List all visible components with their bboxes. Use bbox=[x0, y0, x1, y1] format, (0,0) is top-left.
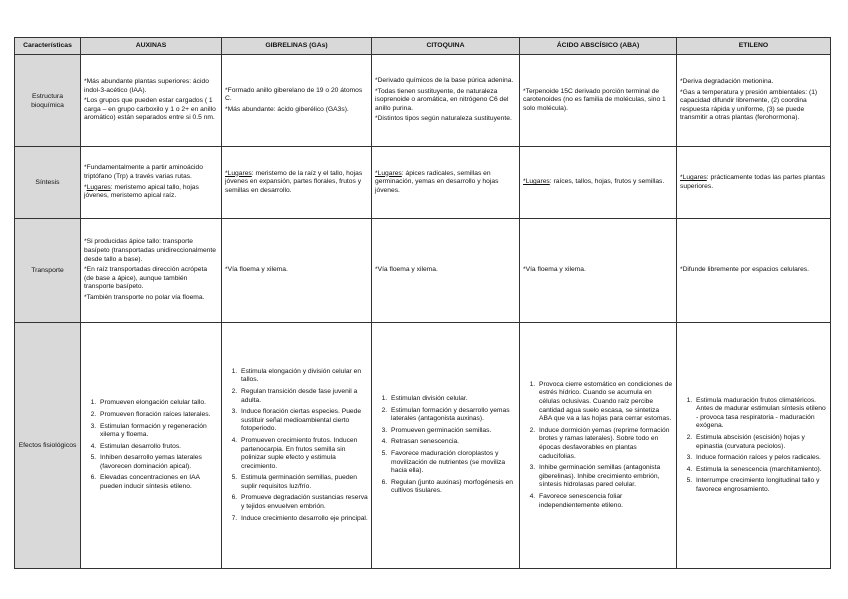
cell-text: : prácticamente todas las partes plantas superiores. bbox=[680, 173, 825, 190]
underlined-label: Lugares bbox=[86, 183, 111, 191]
list-item: 7. Induce crecimiento desarrollo eje principal. bbox=[239, 515, 368, 524]
cell-efectos-gibrelinas bbox=[222, 323, 372, 569]
cell-sintesis-gibrelinas bbox=[222, 147, 372, 219]
list-item: 1. Promueven elongación celular tallo. bbox=[98, 399, 218, 408]
list-item: 4. Favorece senescencia foliar independientemente etileno. bbox=[537, 493, 673, 510]
header-caracteristicas: Características bbox=[15, 38, 81, 55]
cell-text: *Si producidas ápice tallo: transporte basípeto (transportadas unidireccionalmente desde tallo a base). bbox=[84, 238, 216, 263]
cell-sintesis-aba bbox=[520, 147, 677, 219]
cell-transporte-gibrelinas: *Vía floema y xilema. bbox=[222, 219, 372, 323]
cell-estructura-citoquina bbox=[372, 55, 520, 147]
cell-efectos-etileno bbox=[677, 323, 831, 569]
list-item: 6. Regulan (junto auxinas) morfogénesis en cultivos tisulares. bbox=[389, 479, 516, 496]
header-auxinas: AUXINAS bbox=[81, 38, 222, 55]
cell-text: *Formado anillo giberelano de 19 o 20 átomos C. bbox=[225, 86, 363, 103]
cell-text: *Todas tienen sustituyente, de naturaleza isoprenoide o aromática, en nitrógeno C6 del anillo purina. bbox=[375, 87, 509, 112]
cell-sintesis-citoquina bbox=[372, 147, 520, 219]
row-label-estructura: Estructura bioquímica bbox=[15, 55, 81, 147]
cell-text: *Deriva degradación metionina. bbox=[680, 78, 774, 86]
cell-text bbox=[375, 170, 516, 196]
underlined-label: *Lugares bbox=[523, 178, 550, 186]
cell-text: *En raíz transportadas dirección acrópeta (de base a ápice), aunque también transporte basípeto. bbox=[84, 266, 208, 291]
cell-text: *Terpenoide 15C derivado porción terminal de carotenoides (no es familia de moléculas, sino 1 solo molécula). bbox=[523, 87, 666, 112]
list-item: 2. Regulan transición desde fase juvenil a adulta. bbox=[239, 388, 368, 405]
cell-text: *Lugares: meristemo apical tallo, hojas jóvenes, meristemo apical raíz. bbox=[84, 183, 199, 200]
header-aba: ÁCIDO ABSCÍSICO (ABA) bbox=[520, 38, 677, 55]
cell-transporte-etileno: *Difunde libremente por espacios celulares. bbox=[677, 219, 831, 323]
list-item: 3. Inhibe germinación semillas (antagonista giberelinas). Inhibe crecimiento embrión, síntesis hidrolasas pared celular. bbox=[537, 464, 673, 490]
cell-estructura-aba bbox=[520, 55, 677, 147]
cell-text: : meristemo de la raíz y el tallo, hojas jóvenes en expansión, partes florales, frutos y semillas en desarrollo. bbox=[225, 169, 363, 194]
list-item: 5. Estimula germinación semillas, pueden suplir requisitos luz/frío. bbox=[239, 474, 368, 491]
list-item: 5. Favorece maduración cloroplastos y movilización de nutrientes (se moviliza hacia ella). bbox=[389, 450, 516, 476]
cell-estructura-auxinas bbox=[81, 55, 222, 147]
cell-text bbox=[680, 174, 827, 191]
cell-transporte-aba: *Vía floema y xilema. bbox=[520, 219, 677, 323]
list-item: 3. Promueven germinación semillas. bbox=[389, 427, 516, 436]
effects-list bbox=[375, 395, 516, 496]
cell-text: : raíces, tallos, hojas, frutos y semillas. bbox=[549, 178, 665, 186]
cell-text: *Fundamentalmente a partir aminoácido triptófano (Trp) a través varias rutas. bbox=[84, 164, 203, 180]
cell-efectos-citoquina bbox=[372, 323, 520, 569]
list-item: 1. Provoca cierre estomático en condiciones de estrés hídrico. Cuando se acumula en células oclusivas. Cuando raíz percibe cantidad agua suelo escasa, se sintetiza ABA que va a las hojas para cerrar estomas. bbox=[537, 381, 673, 424]
list-item: 3. Induce formación raíces y pelos radicales. bbox=[694, 454, 827, 463]
list-item: 5. Interrumpe crecimiento longitudinal tallo y favorece engrosamiento. bbox=[694, 477, 827, 494]
header-gibrelinas: GIBRELINAS (GAs) bbox=[222, 38, 372, 55]
header-etileno: ETILENO bbox=[677, 38, 831, 55]
list-item: 3. Estimulan formación y regeneración xilema y floema. bbox=[98, 423, 218, 440]
cell-efectos-auxinas bbox=[81, 323, 222, 569]
row-efectos bbox=[15, 323, 831, 569]
list-item: 6. Elevadas concentraciones en IAA pueden inducir síntesis etileno. bbox=[98, 474, 218, 491]
cell-text: *Más abundante: ácido giberélico (GA3s). bbox=[225, 105, 349, 113]
cell-transporte-citoquina: *Vía floema y xilema. bbox=[372, 219, 520, 323]
cell-text: *Derivado químicos de la base púrica adenina. bbox=[375, 77, 514, 85]
list-item: 3. Induce floración ciertas especies. Puede sustituir señal medioambiental cierto fotoperiodo. bbox=[239, 408, 368, 434]
cell-text bbox=[523, 178, 673, 187]
underlined-label: *Lugares bbox=[680, 173, 707, 181]
hormones-table bbox=[14, 37, 831, 569]
effects-list bbox=[523, 381, 673, 510]
effects-list bbox=[225, 368, 368, 524]
list-item: 4. Promueven crecimiento frutos. Inducen partenocarpia. En frutos semilla sin polinizar suple efecto y estimula crecimiento. bbox=[239, 437, 368, 471]
cell-text: *Gas a temperatura y presión ambientales: (1) capacidad difundir libremente, (2) coordina respuesta rápida y uniforme, (3) se puede transmitir a otras plantas (ferohormona). bbox=[680, 88, 818, 122]
header-citoquina: CITOQUINA bbox=[372, 38, 520, 55]
header-row bbox=[15, 38, 831, 55]
list-item: 6. Promueve degradación sustancias reserva y tejidos envuelven embrión. bbox=[239, 494, 368, 511]
list-item: 1. Estimula elongación y división celular en tallos. bbox=[239, 368, 368, 385]
list-item: 4. Estimulan desarrollo frutos. bbox=[98, 443, 218, 452]
cell-text: : meristemo apical tallo, hojas jóvenes, meristemo apical raíz. bbox=[84, 183, 199, 200]
list-item: 2. Estimula abscisión (escisión) hojas y epinastia (curvatura peciolos). bbox=[694, 434, 827, 451]
cell-transporte-auxinas bbox=[81, 219, 222, 323]
cell-text: *También transporte no polar vía floema. bbox=[84, 293, 205, 301]
list-item: 2. Induce dormición yemas (reprime formación brotes y ramas laterales). Sobre todo en épocas desfavorables en plantas caducifolias. bbox=[537, 427, 673, 461]
cell-text: *Más abundante plantas superiores: ácido indol-3-acético (IAA). bbox=[84, 78, 209, 94]
cell-estructura-gibrelinas bbox=[222, 55, 372, 147]
list-item: 5. Inhiben desarrollo yemas laterales (favorecen dominación apical). bbox=[98, 454, 218, 471]
row-label-transporte: Transporte bbox=[15, 219, 81, 323]
list-item: 4. Estimula la senescencia (marchitamiento). bbox=[694, 466, 827, 475]
list-item: 1. Estimulan división celular. bbox=[389, 395, 516, 404]
cell-text: : ápices radicales, semillas en germinación, yemas en desarrollo y hojas jóvenes. bbox=[375, 169, 499, 194]
underlined-label: *Lugares bbox=[375, 169, 402, 177]
cell-efectos-aba bbox=[520, 323, 677, 569]
cell-sintesis-auxinas bbox=[81, 147, 222, 219]
effects-list bbox=[680, 397, 827, 495]
row-label-efectos: Efectos fisiológicos bbox=[15, 323, 81, 569]
list-item: 2. Promueven floración raíces laterales. bbox=[98, 411, 218, 420]
cell-sintesis-etileno bbox=[677, 147, 831, 219]
underlined-label: *Lugares bbox=[225, 169, 252, 177]
row-label-sintesis: Síntesis bbox=[15, 147, 81, 219]
list-item: 1. Estimula maduración frutos climatéricos. Antes de madurar estimulan síntesis etileno - provoca tasa respiratoria - maduración exógena. bbox=[694, 397, 827, 431]
cell-text: *Los grupos que pueden estar cargados ( 1 carga – en grupo carboxilo y 1 o 2+ en anillo aromático) están separados entre si 0.5 nm. bbox=[84, 97, 216, 122]
row-sintesis bbox=[15, 147, 831, 219]
list-item: 2. Estimulan formación y desarrollo yemas laterales (antagonista auxinas). bbox=[389, 407, 516, 424]
effects-list bbox=[84, 399, 218, 491]
row-estructura bbox=[15, 55, 831, 147]
cell-text bbox=[225, 170, 368, 196]
list-item: 4. Retrasan senescencia. bbox=[389, 438, 516, 447]
cell-text: *Distintos tipos según naturaleza sustituyente. bbox=[375, 115, 512, 123]
cell-estructura-etileno bbox=[677, 55, 831, 147]
row-transporte bbox=[15, 219, 831, 323]
